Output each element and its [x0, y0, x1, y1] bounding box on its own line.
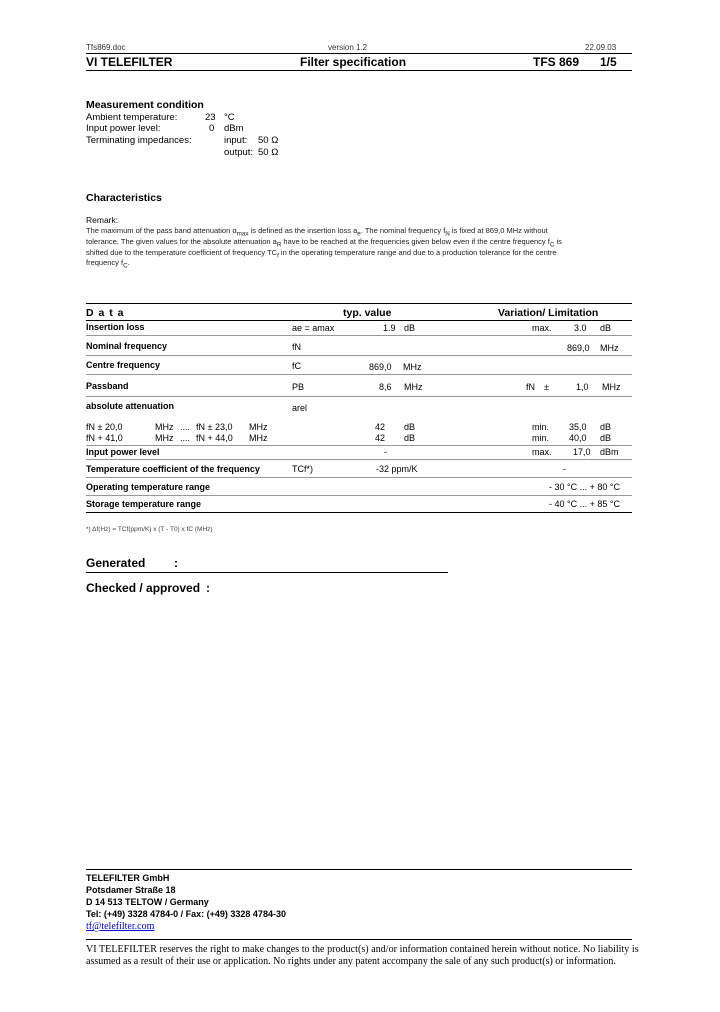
footer-rule: [86, 869, 632, 870]
ambient-value: 23: [205, 112, 216, 123]
passband-symbol: PB: [292, 382, 305, 392]
nominal-frequency-lim-unit: MHz: [600, 343, 619, 353]
col-var-header: Variation/ Limitation: [498, 307, 599, 319]
row-rule: [86, 396, 632, 397]
remark-label: Remark:: [86, 215, 119, 225]
insertion-loss-typ-unit: dB: [404, 323, 416, 333]
page-number: 1/5: [600, 55, 617, 69]
footer-phone: Tel: (+49) 3328 4784-0 / Fax: (+49) 3328 4784-30: [86, 909, 286, 919]
row-rule: [86, 459, 632, 460]
centre-frequency-typ-unit: MHz: [403, 362, 422, 372]
checked-label: Checked / approved: [86, 581, 201, 595]
generated-colon: :: [174, 556, 178, 570]
row-st-temp-label: Storage temperature range: [86, 499, 202, 509]
power-label: Input power level:: [86, 123, 161, 134]
att1-lim-kind: min.: [532, 422, 550, 432]
remark-line-3: shifted due to the temperature coefficient of frequency $TC_f$ in the operating temperature range and due to a production tolerance for the centre: [86, 248, 557, 260]
tc-lim: -: [563, 464, 566, 474]
table-top-rule: [86, 303, 632, 304]
version: version 1.2: [328, 43, 368, 52]
insertion-loss-lim-unit: dB: [600, 323, 612, 333]
table-bottom-rule: [86, 512, 632, 513]
ambient-label: Ambient temperature:: [86, 112, 178, 123]
input-power-lim: 17,0: [573, 447, 591, 457]
footer-street: Potsdamer Straße 18: [86, 885, 176, 895]
remark-line-2: tolerance. The given values for the absolute attenuation $a_R$ have to be reached at the frequencies given below even if the centre frequency $f_C$ is: [86, 237, 562, 249]
checked-colon: :: [206, 581, 210, 595]
att2-lim-unit: dB: [600, 433, 612, 443]
power-value: 0: [209, 123, 215, 134]
company-name: VI TELEFILTER: [86, 55, 173, 69]
date: 22.09.03: [585, 43, 617, 52]
centre-frequency-typ: 869,0: [369, 362, 392, 372]
att1-lim-unit: dB: [600, 422, 612, 432]
input-power-lim-kind: max.: [532, 447, 552, 457]
output-impedance-value: 50 Ω: [258, 147, 279, 158]
header-rule: [86, 53, 632, 54]
input-power-typ: -: [384, 447, 387, 457]
product-code: TFS 869: [533, 55, 580, 69]
row-passband-label: Passband: [86, 381, 129, 391]
row-rule: [86, 355, 632, 356]
insertion-loss-lim: 3.0: [574, 323, 587, 333]
att1-lim: 35,0: [569, 422, 587, 432]
passband-lim: 1,0: [576, 382, 589, 392]
att1-typ: 42: [375, 422, 386, 432]
row-rule: [86, 445, 632, 446]
remark-line-4: frequency $f_C$.: [86, 258, 130, 270]
att2-lim: 40,0: [569, 433, 587, 443]
att2-u2: MHz: [249, 433, 268, 443]
tc-typ: -32 ppm/K: [376, 464, 418, 474]
input-impedance-label: input:: [224, 135, 248, 146]
att2-f1: fN + 41,0: [86, 433, 123, 443]
att1-f1: fN ± 20,0: [86, 422, 123, 432]
header-rule-bottom: [86, 70, 632, 71]
row-rule: [86, 477, 632, 478]
row-input-power-label: Input power level: [86, 447, 160, 457]
impedance-label: Terminating impedances:: [86, 135, 192, 146]
att1-u1: MHz: [155, 422, 174, 432]
input-power-lim-unit: dBm: [600, 447, 619, 457]
measurement-heading: Measurement condition: [86, 99, 204, 111]
st-temp-lim: - 40 °C ... + 85 °C: [549, 499, 620, 509]
col-data-header: D a t a: [86, 307, 125, 319]
row-abs-attenuation-label: absolute attenuation: [86, 401, 175, 411]
att1-dots: ....: [180, 422, 191, 432]
att2-lim-kind: min.: [532, 433, 550, 443]
disclaimer-line-1: VI TELEFILTER reserves the right to make changes to the product(s) and/or information contained herein without notice. No liability is: [86, 944, 639, 955]
row-rule: [86, 335, 632, 336]
row-tc-label: Temperature coefficient of the frequency: [86, 464, 260, 474]
file-name: Tfs869.doc: [86, 43, 126, 52]
generated-line: [86, 572, 448, 573]
row-insertion-loss-label: Insertion loss: [86, 322, 145, 332]
row-centre-frequency-label: Centre frequency: [86, 360, 161, 370]
row-rule: [86, 495, 632, 496]
doc-title: Filter specification: [300, 55, 407, 69]
att2-f2: fN + 44,0: [196, 433, 233, 443]
passband-lim-pm: ±: [544, 382, 549, 392]
footer-email-link[interactable]: tf@telefilter.com: [86, 921, 155, 932]
passband-typ-unit: MHz: [404, 382, 423, 392]
centre-frequency-symbol: fC: [292, 361, 301, 371]
generated-label: Generated: [86, 556, 146, 570]
row-op-temp-label: Operating temperature range: [86, 482, 211, 492]
remark-line-1: The maximum of the pass band attenuation $\alpha_{max}$ is defined as the insertion loss $a_e$. The nominal frequency $f_N$ is fixed at 869,0 MHz without: [86, 226, 548, 238]
att1-typ-unit: dB: [404, 422, 416, 432]
op-temp-lim: - 30 °C ... + 80 °C: [549, 482, 620, 492]
att1-f2: fN ± 23,0: [196, 422, 233, 432]
footer-rule-2: [86, 939, 632, 940]
output-impedance-label: output:: [224, 147, 254, 158]
row-rule: [86, 374, 632, 375]
passband-lim-unit: MHz: [602, 382, 621, 392]
power-unit: dBm: [224, 123, 244, 134]
insertion-loss-typ: 1.9: [383, 323, 396, 333]
footnote: *) Δf(Hz) = TCf(ppm/K) x (T - T0) x fC (MHz): [86, 526, 213, 533]
att2-dots: ....: [180, 433, 191, 443]
col-typ-header: typ. value: [343, 307, 392, 319]
abs-attenuation-symbol: arel: [292, 403, 308, 413]
att2-typ: 42: [375, 433, 386, 443]
att2-typ-unit: dB: [404, 433, 416, 443]
passband-typ: 8,6: [379, 382, 392, 392]
characteristics-heading: Characteristics: [86, 192, 162, 204]
nominal-frequency-lim: 869,0: [567, 343, 590, 353]
footer-city: D 14 513 TELTOW / Germany: [86, 897, 209, 907]
att2-u1: MHz: [155, 433, 174, 443]
row-nominal-frequency-label: Nominal frequency: [86, 341, 168, 351]
nominal-frequency-symbol: fN: [292, 342, 301, 352]
table-header-rule: [86, 320, 632, 321]
tc-symbol: TCf*): [292, 464, 313, 474]
input-impedance-value: 50 Ω: [258, 135, 279, 146]
disclaimer-line-2: assumed as a result of their use or application. No rights under any patent accompany the sale of any such product(s) or information.: [86, 956, 616, 967]
insertion-loss-lim-kind: max.: [532, 323, 552, 333]
passband-lim-symbol: fN: [526, 382, 535, 392]
footer-company: TELEFILTER GmbH: [86, 873, 170, 883]
att1-u2: MHz: [249, 422, 268, 432]
ambient-unit: °C: [224, 112, 235, 123]
insertion-loss-symbol: ae = amax: [292, 323, 335, 333]
